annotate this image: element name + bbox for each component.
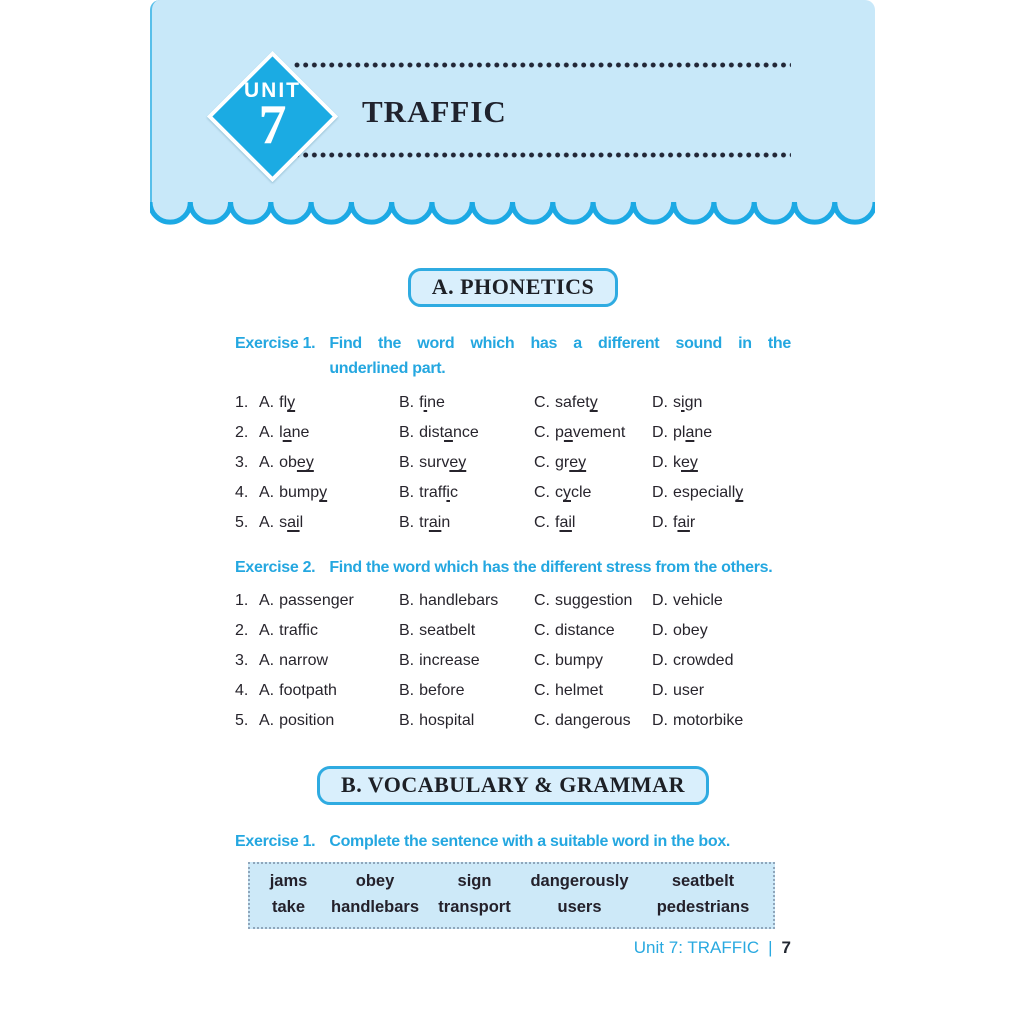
question-number: 4. — [235, 484, 249, 501]
option-a: A. traffic — [259, 622, 318, 639]
option-d: D. crowded — [652, 652, 734, 669]
footer-separator: | — [768, 938, 773, 957]
option-a: A. footpath — [259, 682, 337, 699]
unit-diamond — [206, 50, 339, 183]
exercise-a2-heading — [235, 555, 791, 580]
option-d: D. user — [652, 682, 705, 699]
option-d: D. motorbike — [652, 712, 744, 729]
question-number: 3. — [235, 454, 249, 471]
option-c: C. helmet — [534, 682, 604, 699]
page-title: TRAFFIC — [362, 94, 507, 129]
option-b: B. fine — [399, 394, 445, 411]
option-c: C. pavement — [534, 424, 626, 441]
word-item: pedestrians — [656, 898, 750, 916]
exercise-instruction: Find the word which has the different stress from the others. — [329, 559, 773, 576]
option-b: B. seatbelt — [399, 622, 476, 639]
option-d: D. obey — [652, 622, 708, 639]
section-a-pill: A. PHONETICS — [408, 268, 618, 307]
option-d: D. plane — [652, 424, 713, 441]
option-a: A. position — [259, 712, 335, 729]
exercise-label: Exercise 1. — [235, 335, 316, 352]
exercise-a1-items — [235, 388, 791, 538]
section-b-pill: B. VOCABULARY & GRAMMAR — [317, 766, 709, 805]
word-item: obey — [355, 872, 395, 890]
question-row — [235, 616, 791, 646]
option-c: C. safety — [534, 394, 598, 411]
option-c: C. suggestion — [534, 592, 633, 609]
footer-unit-ref: Unit 7: TRAFFIC — [633, 938, 760, 957]
option-c: C. bumpy — [534, 652, 604, 669]
option-a: A. fly — [259, 394, 296, 411]
question-number: 2. — [235, 424, 249, 441]
dotted-line-top — [294, 62, 791, 68]
exercise-instruction: Find the word which has a different sound in the underlined part. — [329, 335, 791, 377]
option-a: A. sail — [259, 514, 304, 531]
word-item: take — [271, 898, 306, 916]
option-a: A. lane — [259, 424, 310, 441]
exercise-a2-items — [235, 586, 791, 736]
question-row — [235, 388, 791, 418]
unit-number: 7 — [258, 94, 287, 157]
main-content — [235, 268, 791, 929]
question-row — [235, 676, 791, 706]
exercise-instruction: Complete the sentence with a suitable word in the box. — [329, 833, 731, 850]
exercise-label: Exercise 2. — [235, 559, 316, 576]
exercise-b1-heading — [235, 829, 791, 854]
option-b: B. survey — [399, 454, 467, 471]
option-b: B. increase — [399, 652, 480, 669]
question-row — [235, 706, 791, 736]
option-a: A. bumpy — [259, 484, 328, 501]
question-number: 5. — [235, 712, 249, 729]
option-c: C. distance — [534, 622, 615, 639]
question-number: 4. — [235, 682, 249, 699]
option-d: D. key — [652, 454, 698, 471]
option-d: D. sign — [652, 394, 703, 411]
word-item: sign — [457, 872, 492, 890]
exercise-a1-heading — [235, 331, 791, 381]
word-item: handlebars — [330, 898, 420, 916]
word-item: users — [557, 898, 602, 916]
question-number: 2. — [235, 622, 249, 639]
unit-label: UNIT — [244, 79, 301, 103]
option-b: B. hospital — [399, 712, 475, 729]
dotted-line-bottom — [294, 152, 791, 158]
question-number: 1. — [235, 592, 249, 609]
option-b: B. distance — [399, 424, 479, 441]
option-c: C. grey — [534, 454, 587, 471]
option-d: D. vehicle — [652, 592, 723, 609]
word-item: dangerously — [530, 872, 629, 890]
question-row — [235, 586, 791, 616]
option-a: A. obey — [259, 454, 314, 471]
word-box — [248, 862, 775, 929]
question-number: 1. — [235, 394, 249, 411]
option-c: C. cycle — [534, 484, 592, 501]
scallop-edge — [150, 199, 875, 227]
question-number: 3. — [235, 652, 249, 669]
question-row — [235, 508, 791, 538]
option-a: A. passenger — [259, 592, 354, 609]
option-a: A. narrow — [259, 652, 329, 669]
question-row — [235, 418, 791, 448]
exercise-label: Exercise 1. — [235, 833, 316, 850]
option-d: D. fair — [652, 514, 696, 531]
question-row — [235, 646, 791, 676]
option-b: B. handlebars — [399, 592, 499, 609]
option-b: B. before — [399, 682, 465, 699]
option-b: B. traffic — [399, 484, 458, 501]
word-item: seatbelt — [671, 872, 735, 890]
option-b: B. train — [399, 514, 451, 531]
option-c: C. dangerous — [534, 712, 631, 729]
question-row — [235, 478, 791, 508]
question-row — [235, 448, 791, 478]
word-item: jams — [269, 872, 308, 890]
word-item: transport — [438, 898, 511, 916]
option-c: C. fail — [534, 514, 576, 531]
footer-page-number: 7 — [781, 938, 791, 957]
question-number: 5. — [235, 514, 249, 531]
page-footer — [235, 938, 791, 958]
option-d: D. especially — [652, 484, 744, 501]
